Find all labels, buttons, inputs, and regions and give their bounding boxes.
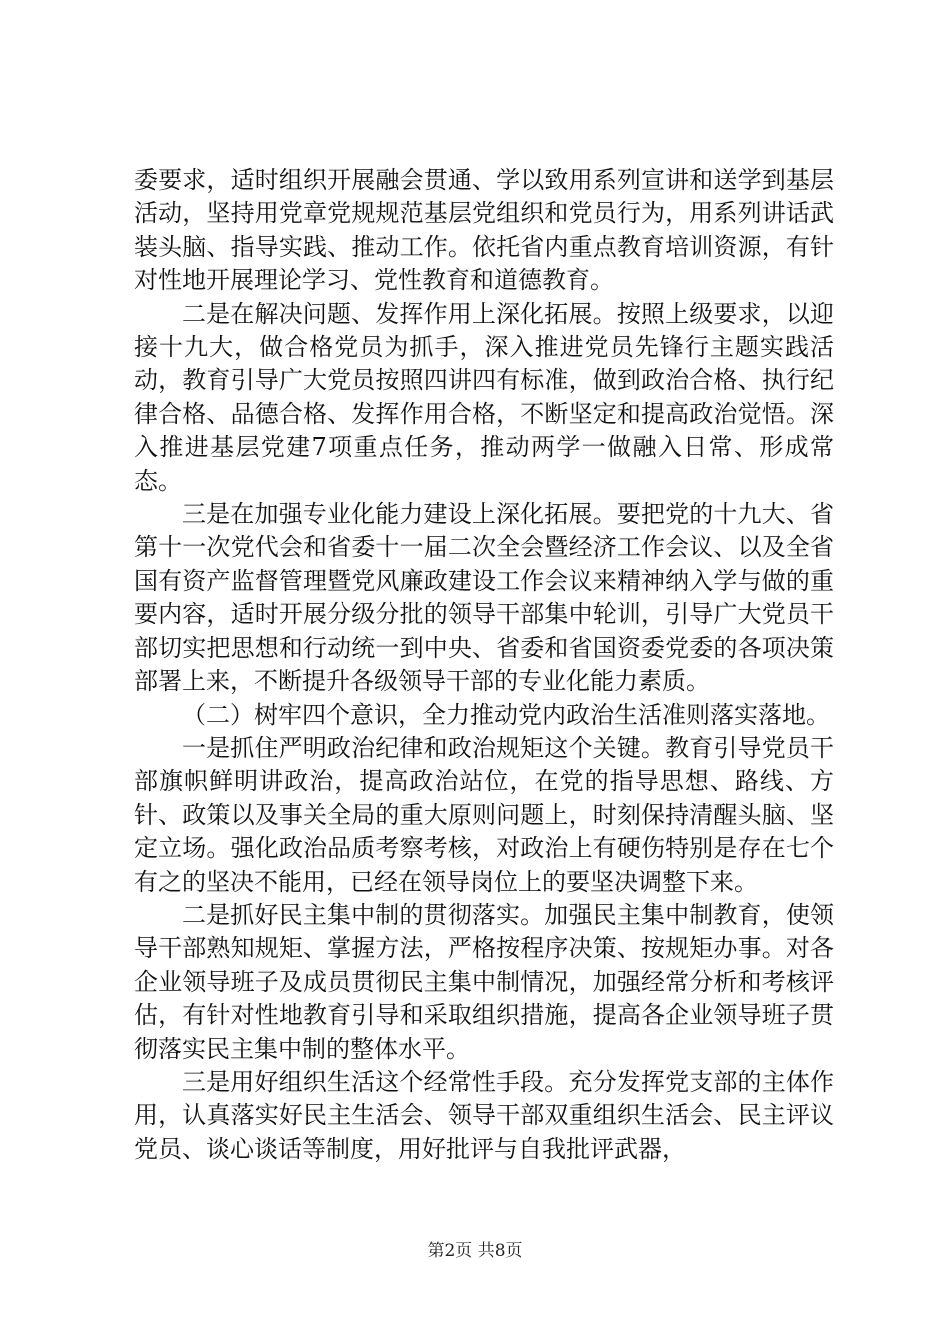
paragraph-continuation: 委要求，适时组织开展融会贯通、学以致用系列宣讲和送学到基层活动，坚持用党章党规规范基层党组织和党员行为，用系列讲话武装头脑、指导实践、推动工作。依托省内重点教育培训资源，有针对性地开展理论学习、党性教育和道德教育。 — [134, 166, 834, 295]
paragraph-democratic-centralism: 二是抓好民主集中制的贯彻落实。加强民主集中制教育，使领导干部熟知规矩、掌握方法，严格按程序决策、按规矩办事。对各企业领导班子及成员贯彻民主集中制情况，加强经常分析和考核评估，有针对性地教育引导和采取组织措施，提高各企业领导班子贯彻落实民主集中制的整体水平。 — [134, 900, 834, 1063]
document-body — [134, 164, 834, 1166]
section-heading-four-consciousness: （二）树牢四个意识，全力推动党内政治生活准则落实落地。 — [182, 700, 830, 729]
paragraph-political-discipline: 一是抓住严明政治纪律和政治规矩这个关键。教育引导党员干部旗帜鲜明讲政治，提高政治站位，在党的指导思想、路线、方针、政策以及事关全局的重大原则问题上，时刻保持清醒头脑、坚定立场。强化政治品质考察考核，对政治上有硬伤特别是存在七个有之的坚决不能用，已经在领导岗位上的要坚决调整下来。 — [134, 733, 834, 896]
paragraph-professional-capacity: 三是在加强专业化能力建设上深化拓展。要把党的十九大、省第十一次党代会和省委十一届二次全会暨经济工作会议、以及全省国有资产监督管理暨党风廉政建设工作会议来精神纳入学与做的重要内容，适时开展分级分批的领导干部集中轮训，引导广大党员干部切实把思想和行动统一到中央、省委和省国资委党委的各项决策部署上来，不断提升各级领导干部的专业化能力素质。 — [134, 500, 834, 696]
paragraph-organizational-life: 三是用好组织生活这个经常性手段。充分发挥党支部的主体作用，认真落实好民主生活会、领导干部双重组织生活会、民主评议党员、谈心谈话等制度，用好批评与自我批评武器， — [134, 1067, 834, 1163]
page-number-footer: 第2页 共8页 — [427, 1241, 523, 1261]
paragraph-problem-solving: 二是在解决问题、发挥作用上深化拓展。按照上级要求，以迎接十九大，做合格党员为抓手，深入推进党员先锋行主题实践活动，教育引导广大党员按照四讲四有标准，做到政治合格、执行纪律合格、品德合格、发挥作用合格，不断坚定和提高政治觉悟。深入推进基层党建7项重点任务，推动两学一做融入日常、形成常态。 — [134, 299, 834, 495]
